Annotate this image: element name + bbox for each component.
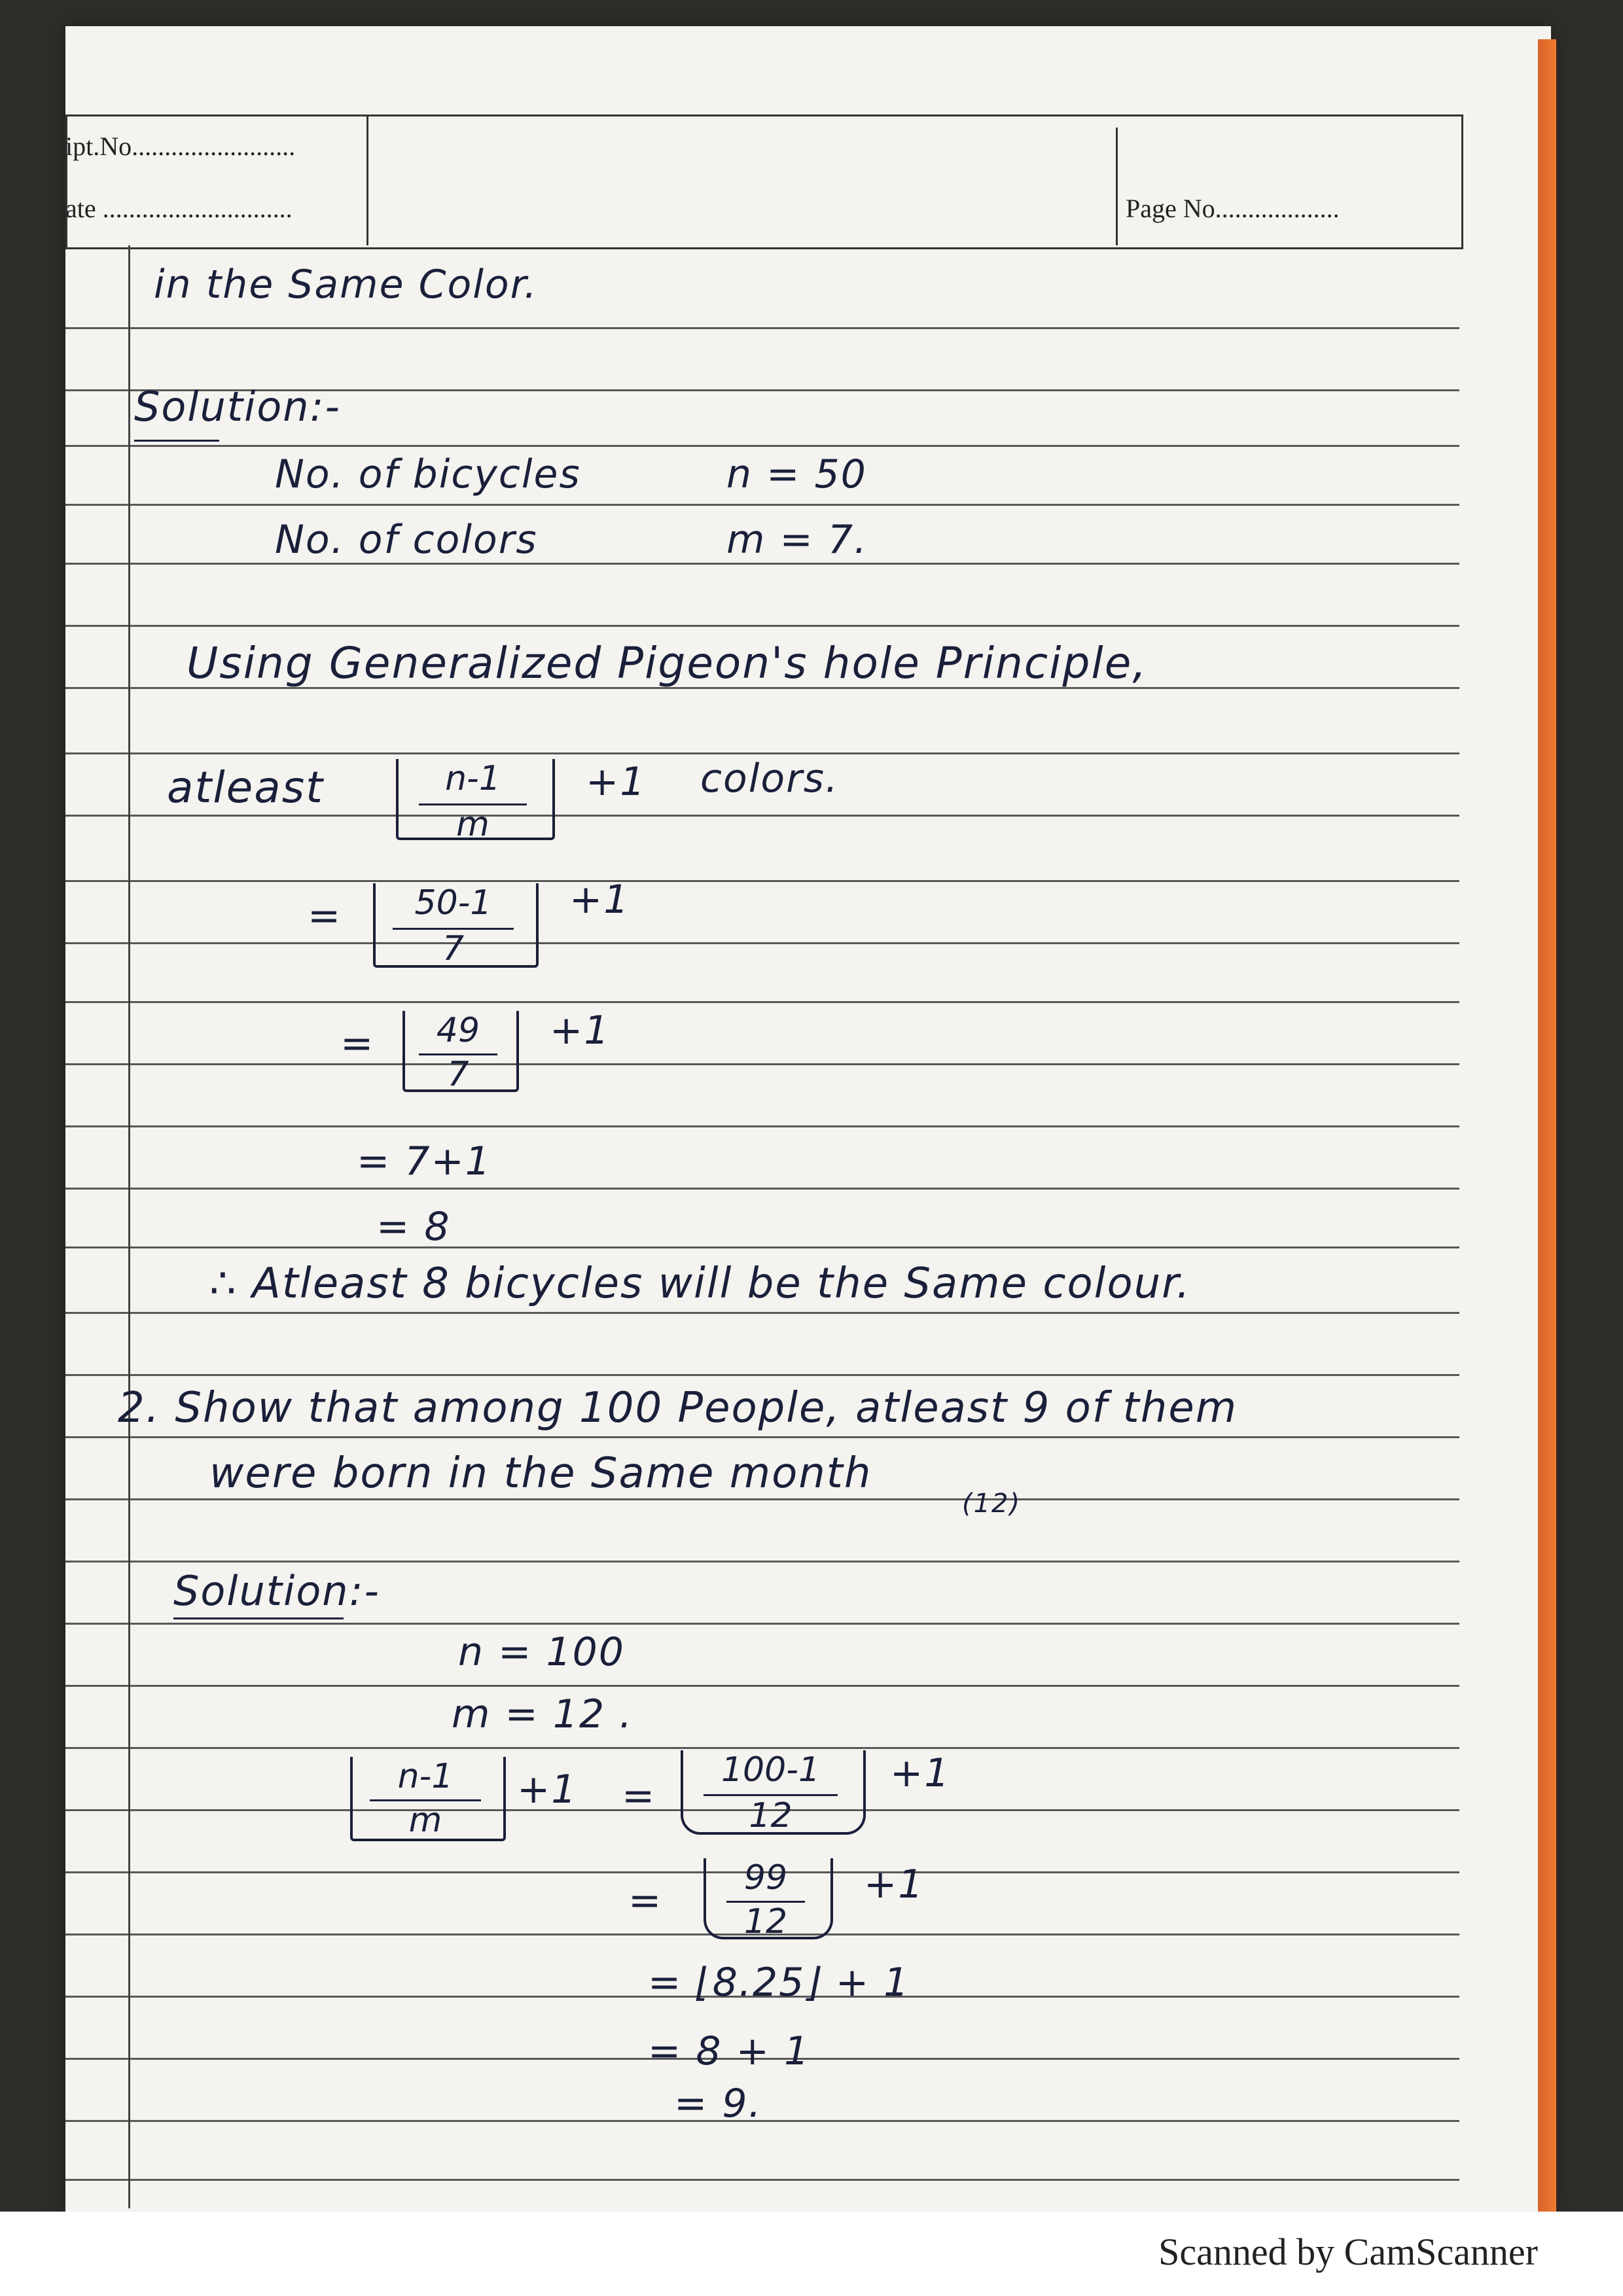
equals-sign: =	[628, 1878, 663, 1924]
fraction-numerator: 50-1	[414, 883, 492, 923]
fraction-denominator: 7	[447, 1055, 469, 1094]
n-value: n = 100	[458, 1629, 625, 1675]
rule-line	[65, 1623, 1459, 1625]
rule-line	[65, 1561, 1459, 1563]
scanner-watermark: Scanned by CamScanner	[1158, 2231, 1538, 2273]
equals-sign: =	[622, 1773, 656, 1819]
page-no-label: Page No...................	[1126, 194, 1340, 223]
rule-line	[65, 1498, 1459, 1500]
plus-one: +1	[550, 1008, 611, 1053]
header-divider-right	[1116, 128, 1118, 245]
rule-line	[65, 1436, 1459, 1438]
colors-label: No. of colors	[275, 517, 538, 563]
months-note: (12)	[962, 1489, 1022, 1519]
question-2: 2. Show that among 100 People, atleast 9 of them	[118, 1384, 1238, 1432]
principle-statement: Using Generalized Pigeon's hole Principle,	[187, 638, 1148, 688]
rule-line	[65, 504, 1459, 506]
fraction-denominator: 12	[743, 1902, 788, 1941]
fraction-numerator: 49	[436, 1011, 480, 1050]
step-result: = 8	[376, 1204, 451, 1250]
fraction-denominator: 12	[749, 1796, 793, 1835]
notebook-edge	[1538, 39, 1556, 2212]
fraction-denominator: m	[456, 805, 490, 844]
rule-line	[65, 1747, 1459, 1749]
rule-line	[65, 1246, 1459, 1248]
solution-heading: Solution:-	[134, 383, 341, 431]
plus-one: +1	[890, 1750, 951, 1796]
fraction-denominator: m	[408, 1801, 442, 1840]
bicycles-label: No. of bicycles	[275, 451, 581, 497]
step-sum: = 7+1	[357, 1139, 491, 1184]
plus-one: +1	[864, 1862, 925, 1907]
solution-heading: Solution:-	[173, 1567, 380, 1615]
rule-line	[65, 752, 1459, 754]
colors-word: colors.	[700, 756, 840, 802]
rule-line	[65, 880, 1459, 882]
solution-underline	[173, 1617, 344, 1619]
rule-line	[65, 1685, 1459, 1687]
header-divider-left	[366, 115, 368, 245]
colors-value: m = 7.	[726, 517, 868, 563]
rule-line	[65, 1063, 1459, 1065]
expt-no-label: ipt.No.........................	[65, 132, 296, 161]
atleast-label: atleast	[167, 762, 324, 813]
line-continuation: in the Same Color.	[154, 262, 538, 308]
rule-line	[65, 2120, 1459, 2122]
final-answer: = 9.	[674, 2081, 762, 2127]
equals-sign: =	[340, 1021, 375, 1067]
rule-line	[65, 1001, 1459, 1003]
rule-line	[65, 1312, 1459, 1314]
conclusion: ∴ Atleast 8 bicycles will be the Same colour.	[209, 1260, 1191, 1308]
solution-underline	[134, 440, 219, 442]
date-label: ate .............................	[65, 194, 293, 223]
floor-step: = ⌊8.25⌋ + 1	[648, 1960, 910, 2005]
plus-one: +1	[586, 759, 647, 805]
rule-line	[65, 1125, 1459, 1127]
rule-line	[65, 563, 1459, 565]
margin-line	[128, 245, 130, 2208]
rule-line	[65, 1188, 1459, 1190]
equals-sign: =	[308, 893, 342, 939]
fraction-denominator: 7	[442, 929, 465, 968]
question-2-continuation: were born in the Same month	[209, 1449, 872, 1498]
m-value: m = 12 .	[452, 1691, 633, 1737]
fraction-numerator: 99	[743, 1858, 788, 1898]
rule-line	[65, 815, 1459, 817]
plus-one: +1	[569, 877, 630, 923]
rule-line	[65, 2179, 1459, 2181]
rule-line	[65, 327, 1459, 329]
fraction-numerator: n-1	[445, 759, 501, 798]
sum-step: = 8 + 1	[648, 2028, 811, 2074]
rule-line	[65, 942, 1459, 944]
rule-line	[65, 445, 1459, 447]
rule-line	[65, 1374, 1459, 1376]
rule-line	[65, 625, 1459, 627]
fraction-numerator: n-1	[397, 1757, 454, 1796]
bicycles-value: n = 50	[726, 451, 867, 497]
fraction-numerator: 100-1	[721, 1750, 821, 1790]
plus-one: +1	[517, 1767, 578, 1812]
